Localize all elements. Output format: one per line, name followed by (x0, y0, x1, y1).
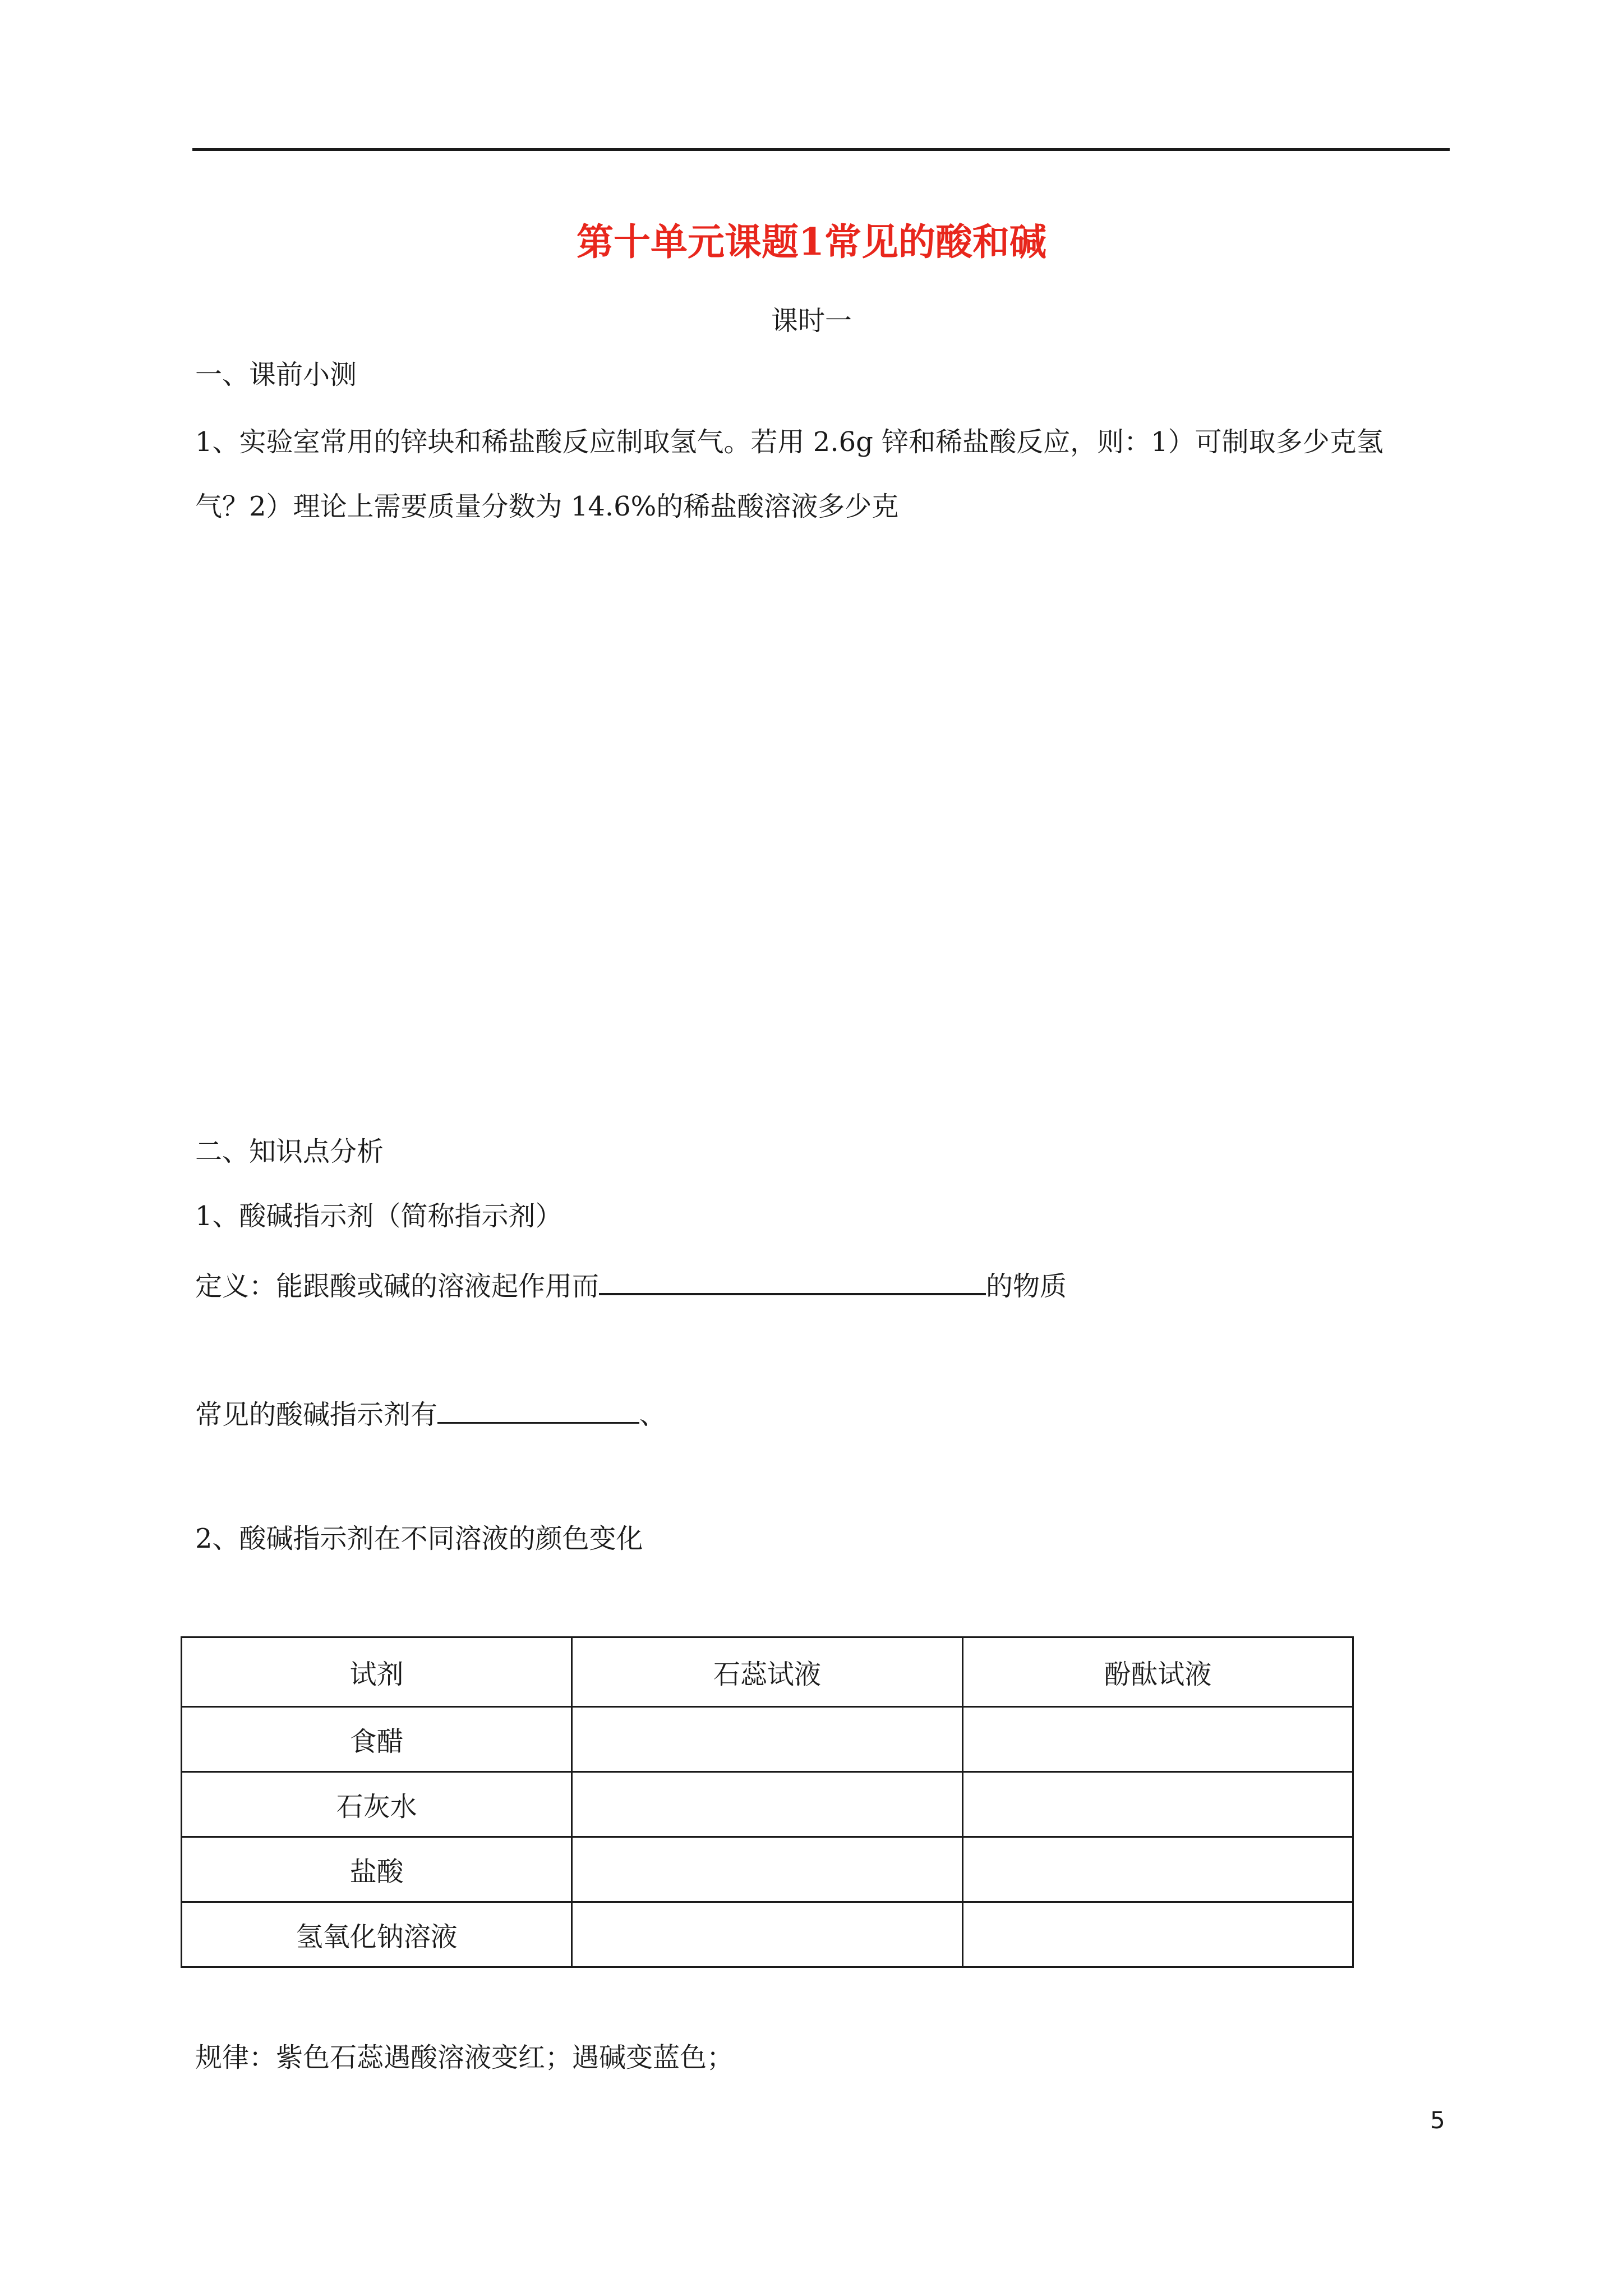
table-row (182, 1707, 1353, 1772)
section1-heading: 一、课前小测 (195, 359, 357, 390)
reagent-cell: 食醋 (182, 1707, 572, 1772)
color-change-item: 2、酸碱指示剂在不同溶液的颜色变化 (195, 1523, 643, 1554)
litmus-cell[interactable] (572, 1772, 962, 1837)
header-reagent: 试剂 (182, 1637, 572, 1707)
question1-line2: 气？2）理论上需要质量分数为 14.6%的稀盐酸溶液多少克 (195, 491, 899, 522)
header-rule (192, 148, 1450, 151)
reagent-cell: 石灰水 (182, 1772, 572, 1837)
question1-line1: 1、实验室常用的锌块和稀盐酸反应制取氢气。若用 2.6g 锌和稀盐酸反应，则：1）可制取多少克氢 (195, 426, 1384, 458)
litmus-cell[interactable] (572, 1902, 962, 1967)
indicator-item: 1、酸碱指示剂（简称指示剂） (195, 1200, 562, 1232)
table-header-row (182, 1637, 1353, 1707)
page-title: 第十单元课题1常见的酸和碱 (577, 220, 1046, 264)
phenolphthalein-cell[interactable] (962, 1707, 1353, 1772)
reagent-cell: 氢氧化钠溶液 (182, 1902, 572, 1967)
table-row (182, 1902, 1353, 1967)
phenolphthalein-cell[interactable] (962, 1772, 1353, 1837)
definition-blank[interactable] (599, 1265, 986, 1295)
definition-prefix: 定义：能跟酸或碱的溶液起作用而 (195, 1271, 600, 1302)
common-indicators-blank[interactable] (437, 1394, 639, 1424)
table-row (182, 1837, 1353, 1902)
section2-heading: 二、知识点分析 (195, 1136, 384, 1167)
header-litmus: 石蕊试液 (572, 1637, 962, 1707)
common-prefix: 常见的酸碱指示剂有 (195, 1399, 438, 1430)
common-indicators-line (195, 1394, 666, 1432)
litmus-cell[interactable] (572, 1837, 962, 1902)
page-subtitle: 课时一 (771, 305, 852, 337)
reagent-cell: 盐酸 (182, 1837, 572, 1902)
phenolphthalein-cell[interactable] (962, 1902, 1353, 1967)
definition-line (195, 1265, 1067, 1303)
page-number: 5 (1430, 2106, 1445, 2134)
header-phenolphthalein: 酚酞试液 (962, 1637, 1353, 1707)
definition-suffix: 的物质 (986, 1271, 1067, 1302)
table-row (182, 1772, 1353, 1837)
common-suffix: 、 (639, 1399, 667, 1430)
indicator-color-table (181, 1636, 1354, 1968)
phenolphthalein-cell[interactable] (962, 1837, 1353, 1902)
litmus-cell[interactable] (572, 1707, 962, 1772)
rule-line: 规律：紫色石蕊遇酸溶液变红；遇碱变蓝色； (195, 2042, 734, 2073)
